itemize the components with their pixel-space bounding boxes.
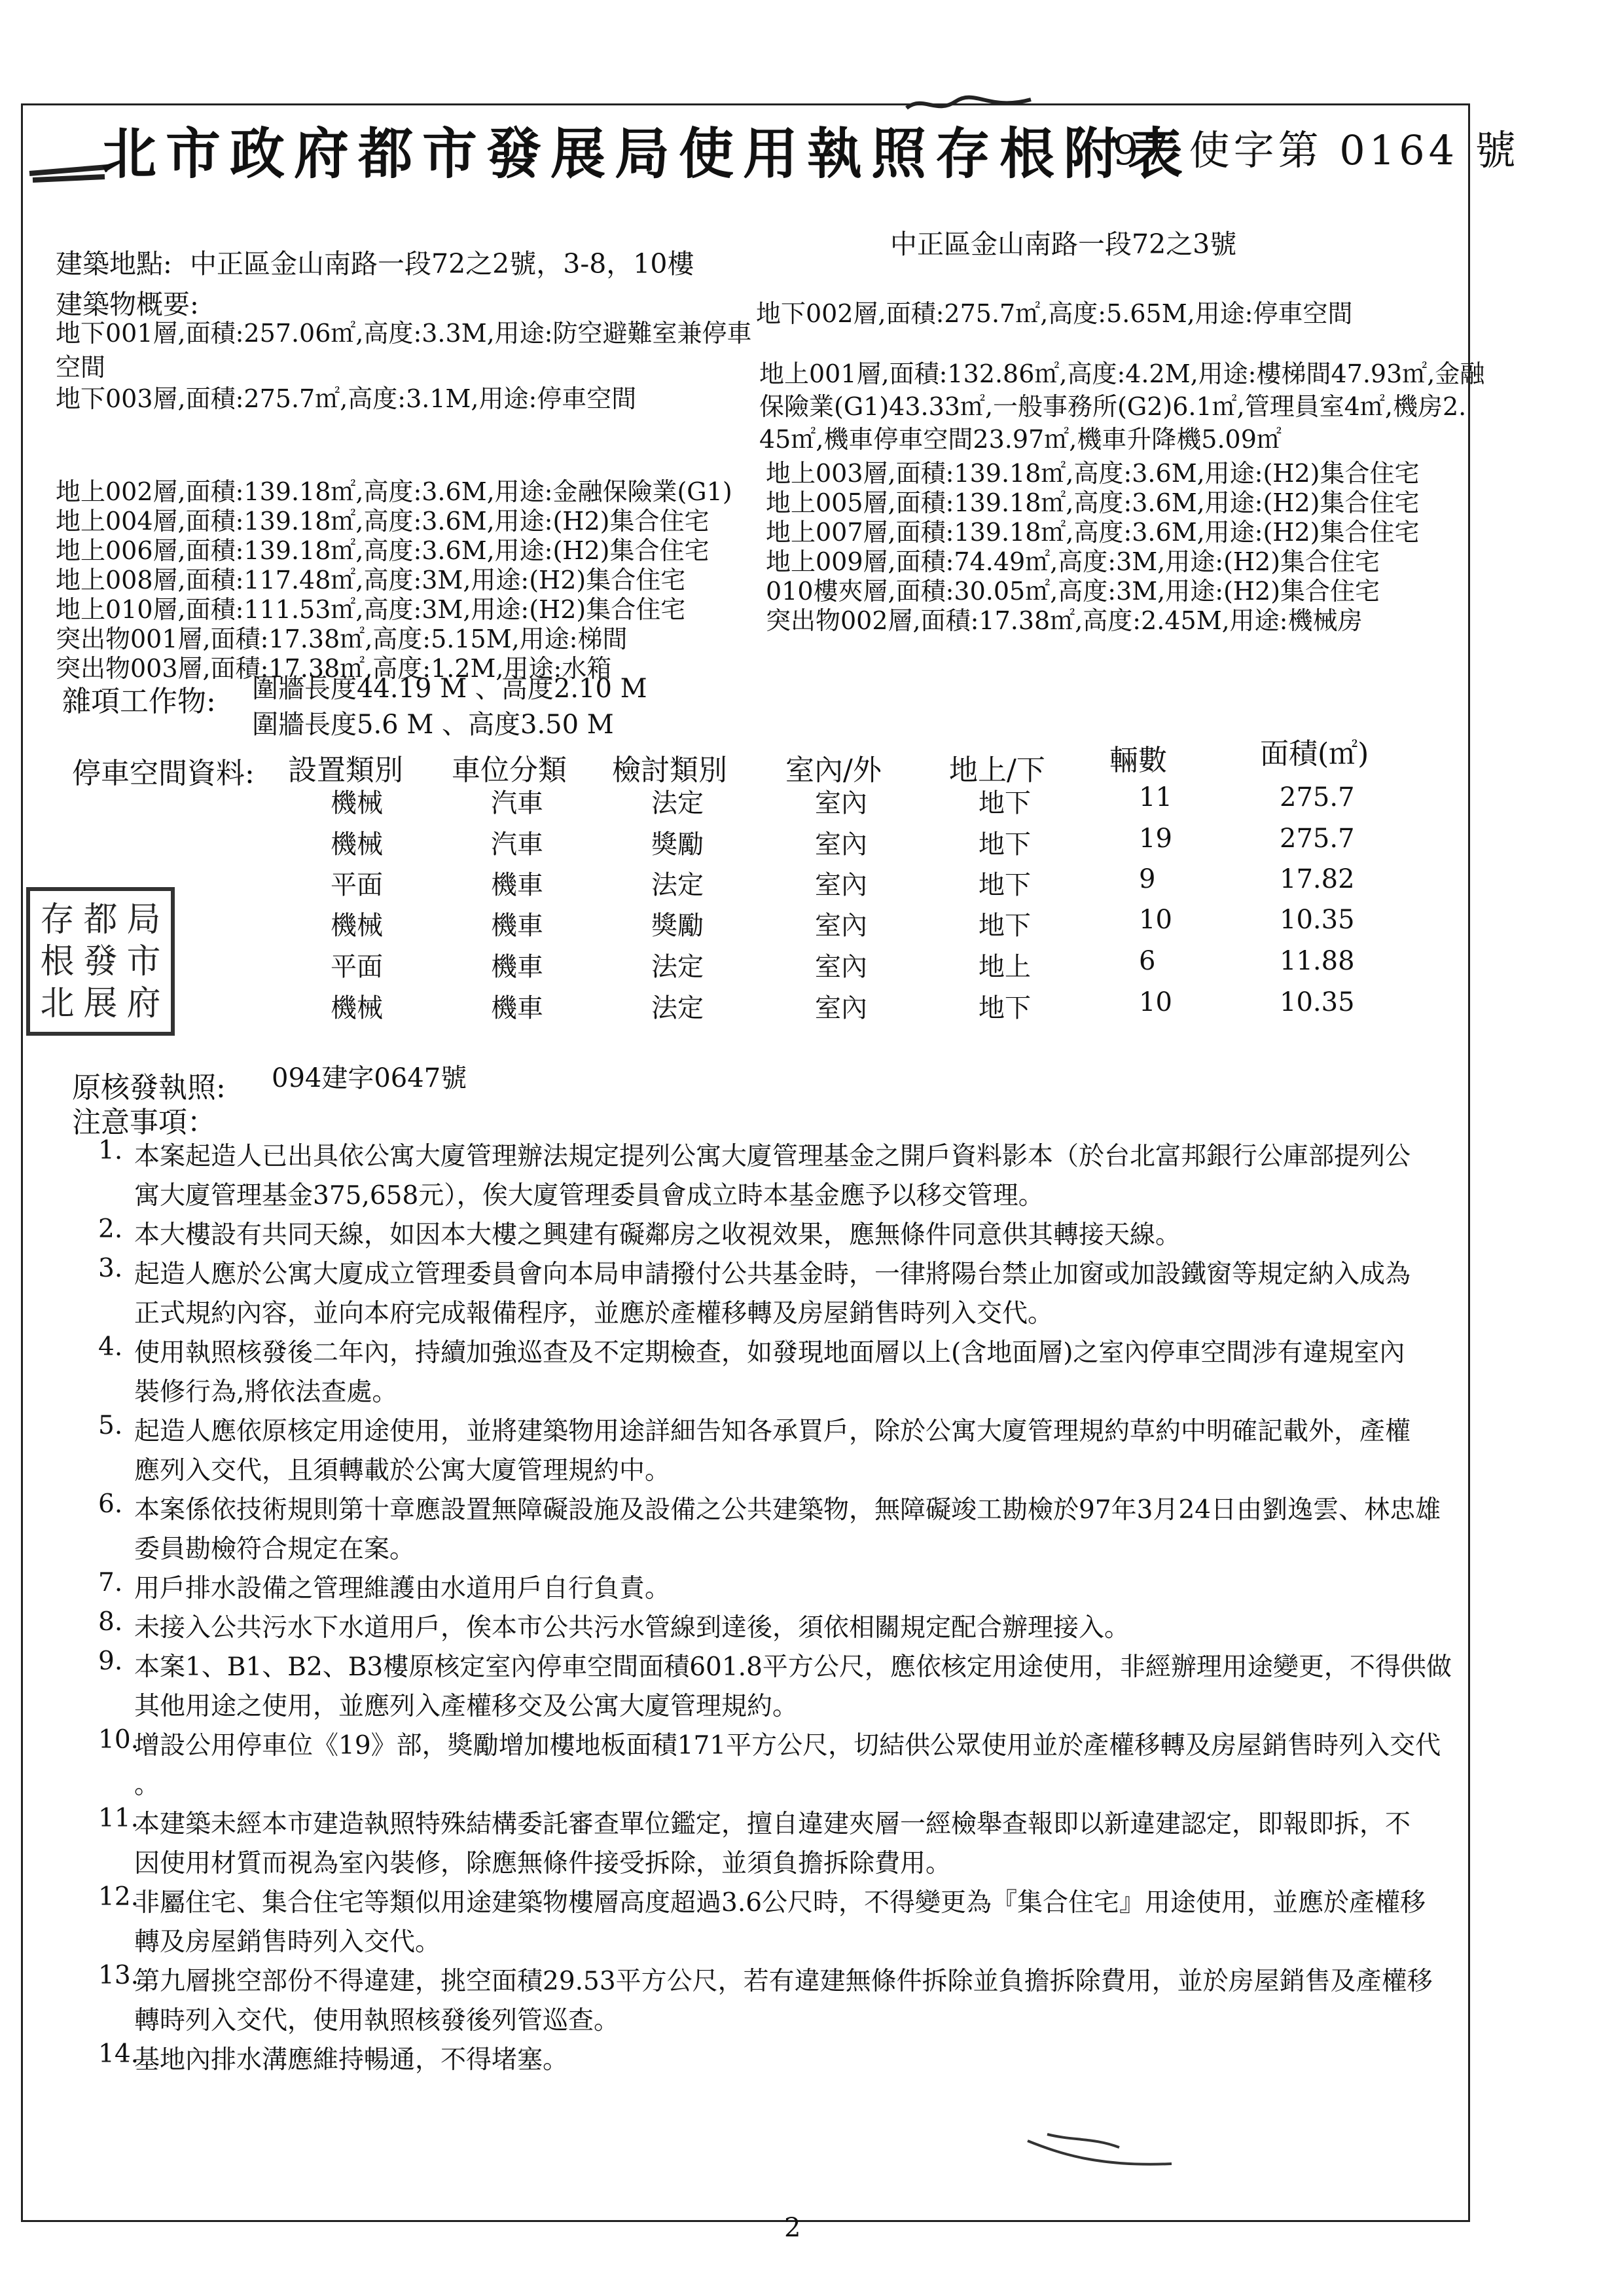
parking-cell: 機械 [331,911,383,941]
parking-cell: 19 [1139,824,1172,854]
note-text: 因使用材質而視為室內裝修，除應無條件接受拆除，並須負擔拆除費用。 [134,1849,952,1878]
parking-cell: 10.35 [1280,987,1355,1017]
parking-cell: 室內 [815,952,867,982]
note-text: 其他用途之使用，並應列入產權移交及公寓大廈管理規約。 [134,1692,799,1721]
parking-cell: 10.35 [1280,905,1355,935]
parking-cell: 11.88 [1280,946,1355,976]
parking-cell: 平面 [331,870,383,900]
address-value: 中正區金山南路一段72之2號，3-8，10樓 [190,248,694,280]
parking-cell: 室內 [815,829,867,860]
note-text: 本案係依技術規則第十章應設置無障礙設施及設備之公共建築物，無障礙竣工勘檢於97年3月24日由劉逸雲、林忠雄 [134,1495,1441,1525]
overview-right-line: 地上003層,面積:139.18㎡,高度:3.6M,用途:(H2)集合住宅 [766,459,1420,488]
note-text: 委員勘檢符合規定在案。 [134,1535,416,1564]
note-number: 12. [98,1882,139,1912]
parking-cell: 275.7 [1280,782,1355,812]
note-number: 5. [98,1411,123,1440]
overview-left-line: 突出物003層,面積:17.38㎡,高度:1.2M,用途:水箱 [56,654,612,683]
parking-cell: 平面 [331,952,383,982]
parking-cell: 地上 [979,952,1031,982]
overview-left-line: 地上006層,面積:139.18㎡,高度:3.6M,用途:(H2)集合住宅 [56,536,710,565]
parking-cell: 6 [1139,946,1156,976]
overview-left-line: 地上008層,面積:117.48㎡,高度:3M,用途:(H2)集合住宅 [56,566,686,594]
overview-left-line: 地上004層,面積:139.18㎡,高度:3.6M,用途:(H2)集合住宅 [56,507,710,536]
note-number: 6. [98,1489,123,1519]
parking-header: 車位分類 [452,754,567,787]
page-number: 2 [784,2213,801,2243]
parking-cell: 機車 [491,993,543,1023]
note-text: 轉時列入交代，使用執照核發後列管巡查。 [134,2006,620,2035]
note-number: 7. [98,1568,123,1597]
note-text: 應列入交代，且須轉載於公寓大廈管理規約中。 [134,1456,671,1485]
overview-left-line: 突出物001層,面積:17.38㎡,高度:5.15M,用途:梯間 [56,625,628,653]
note-text: 本建築未經本市建造執照特殊結構委託審查單位鑑定，擅自違建夾層一經檢舉查報即以新違建認定，即報即拆，不 [134,1810,1411,1839]
note-text: 本案1、B1、B2、B3樓原核定室內停車空間面積601.8平方公尺，應依核定用途使用，非經辦理用途變更，不得供做 [134,1652,1452,1682]
parking-header: 室內/外 [785,754,882,787]
overview-right-line: 突出物002層,面積:17.38㎡,高度:2.45M,用途:機械房 [766,606,1363,635]
note-number: 3. [98,1254,123,1283]
overview-right-line: 地下002層,面積:275.7㎡,高度:5.65M,用途:停車空間 [756,299,1353,328]
parking-label: 停車空間資料: [72,757,255,790]
parking-cell: 獎勵 [651,911,704,941]
note-text: 裝修行為,將依法查處。 [134,1377,398,1407]
note-text: 本大樓設有共同天線，如因本大樓之興建有礙鄰房之收視效果，應無條件同意供其轉接天線。 [134,1220,1181,1250]
misc-works-line: 圍牆長度5.6 M 、高度3.50 M [252,710,614,740]
parking-cell: 機車 [491,911,543,941]
parking-cell: 10 [1139,905,1172,935]
note-number: 4. [98,1332,123,1362]
parking-cell: 地下 [979,829,1031,860]
original-license-value: 094建字0647號 [272,1063,467,1093]
note-text: 第九層挑空部份不得違建，挑空面積29.53平方公尺，若有違建無條件拆除並負擔拆除費用，並於房屋銷售及產權移 [134,1967,1433,1996]
note-text: 寓大廈管理基金375,658元），俟大廈管理委員會成立時本基金應予以移交管理。 [134,1181,1044,1211]
overview-label: 建築物概要: [56,289,199,320]
note-text: 本案起造人已出具依公寓大廈管理辦法規定提列公寓大廈管理基金之開戶資料影本（於台北富邦銀行公庫部提列公 [134,1142,1411,1171]
note-text: 增設公用停車位《19》部，獎勵增加樓地板面積171平方公尺，切結供公眾使用並於產權移轉及房屋銷售時列入交代 [134,1731,1441,1760]
overview-right-line: 地上005層,面積:139.18㎡,高度:3.6M,用途:(H2)集合住宅 [766,488,1420,517]
original-license-label: 原核發執照: [72,1071,226,1104]
overview-right-line: 45㎡,機車停車空間23.97㎡,機車升降機5.09㎡ [759,425,1282,454]
address-label: 建築地點: [56,248,172,280]
parking-cell: 獎勵 [651,829,704,860]
note-number: 14. [98,2039,139,2069]
parking-header: 地上/下 [949,754,1045,787]
parking-cell: 機械 [331,829,383,860]
note-number: 11. [98,1804,139,1833]
address-extra: 中正區金山南路一段72之3號 [890,228,1237,260]
overview-right-line: 地上001層,面積:132.86㎡,高度:4.2M,用途:樓梯間47.93㎡,金融 [759,359,1485,388]
note-number: 13. [98,1961,139,1990]
overview-right-line: 地上007層,面積:139.18㎡,高度:3.6M,用途:(H2)集合住宅 [766,518,1420,547]
parking-cell: 室內 [815,911,867,941]
parking-cell: 10 [1139,987,1172,1017]
parking-cell: 機車 [491,870,543,900]
parking-cell: 地下 [979,993,1031,1023]
parking-cell: 法定 [651,993,704,1023]
official-stamp: 存 都 局 根 發 市 北 展 府 [26,887,175,1036]
parking-header: 輛數 [1109,744,1167,777]
note-text: 用戶排水設備之管理維護由水道用戶自行負責。 [134,1574,671,1603]
note-number: 10. [98,1725,139,1755]
parking-cell: 地下 [979,870,1031,900]
overview-left-line: 地下001層,面積:257.06㎡,高度:3.3M,用途:防空避難室兼停車 [56,319,752,348]
parking-cell: 11 [1139,782,1172,812]
note-text: 。 [134,1770,160,1800]
note-text: 轉及房屋銷售時列入交代。 [134,1927,441,1957]
parking-header: 檢討類別 [612,754,727,787]
overview-left-line: 空間 [56,353,106,382]
overview-right-line: 010樓夾層,面積:30.05㎡,高度:3M,用途:(H2)集合住宅 [766,577,1380,606]
note-text: 起造人應於公寓大廈成立管理委員會向本局申請撥付公共基金時，一律將陽台禁止加窗或加設鐵窗等規定納入成為 [134,1260,1411,1289]
note-text: 非屬住宅、集合住宅等類似用途建築物樓層高度超過3.6公尺時，不得變更為『集合住宅』用途使用，並應於產權移 [134,1888,1426,1918]
overview-right-line: 保險業(G1)43.33㎡,一般事務所(G2)6.1㎡,管理員室4㎡,機房2. [759,392,1467,421]
notes-label: 注意事項： [72,1106,216,1139]
parking-cell: 9 [1139,864,1156,894]
parking-cell: 法定 [651,788,704,818]
permit-number: 97 使字第 0164 號 [1113,126,1520,174]
note-number: 9. [98,1647,123,1676]
handwritten-scribble [1021,2128,1178,2180]
overview-left-line: 地上010層,面積:111.53㎡,高度:3M,用途:(H2)集合住宅 [56,595,686,624]
parking-cell: 機械 [331,993,383,1023]
note-text: 未接入公共污水下水道用戶，俟本市公共污水管線到達後，須依相關規定配合辦理接入。 [134,1613,1130,1643]
note-text: 使用執照核發後二年內，持續加強巡查及不定期檢查，如發現地面層以上(含地面層)之室內停車空間涉有違規室內 [134,1338,1405,1368]
note-text: 正式規約內容，並向本府完成報備程序，並應於產權移轉及房屋銷售時列入交代。 [134,1299,1054,1328]
note-number: 8. [98,1607,123,1637]
parking-cell: 機車 [491,952,543,982]
misc-works-label: 雜項工作物: [62,685,216,718]
parking-cell: 法定 [651,870,704,900]
parking-cell: 地下 [979,788,1031,818]
parking-header: 設置類別 [288,754,403,787]
document-title: 北市政府都市發展局使用執照存根附表 [101,121,1193,186]
parking-header: 面積(㎡) [1260,737,1369,771]
parking-cell: 室內 [815,788,867,818]
parking-cell: 汽車 [491,788,543,818]
overview-left-line: 地上002層,面積:139.18㎡,高度:3.6M,用途:金融保險業(G1) [56,477,732,506]
note-number: 2. [98,1214,123,1244]
parking-cell: 17.82 [1280,864,1355,894]
parking-cell: 地下 [979,911,1031,941]
parking-cell: 機械 [331,788,383,818]
note-text: 基地內排水溝應維持暢通，不得堵塞。 [134,2045,569,2075]
parking-cell: 汽車 [491,829,543,860]
parking-cell: 室內 [815,870,867,900]
misc-works-line: 圍牆長度44.19 M 、高度2.10 M [252,674,647,704]
note-text: 起造人應依原核定用途使用，並將建築物用途詳細告知各承買戶，除於公寓大廈管理規約草約中明確記載外，產權 [134,1417,1411,1446]
parking-cell: 室內 [815,993,867,1023]
note-number: 1. [98,1136,123,1165]
overview-right-line: 地上009層,面積:74.49㎡,高度:3M,用途:(H2)集合住宅 [766,547,1380,576]
parking-cell: 275.7 [1280,824,1355,854]
overview-left-line: 地下003層,面積:275.7㎡,高度:3.1M,用途:停車空間 [56,384,637,413]
parking-cell: 法定 [651,952,704,982]
